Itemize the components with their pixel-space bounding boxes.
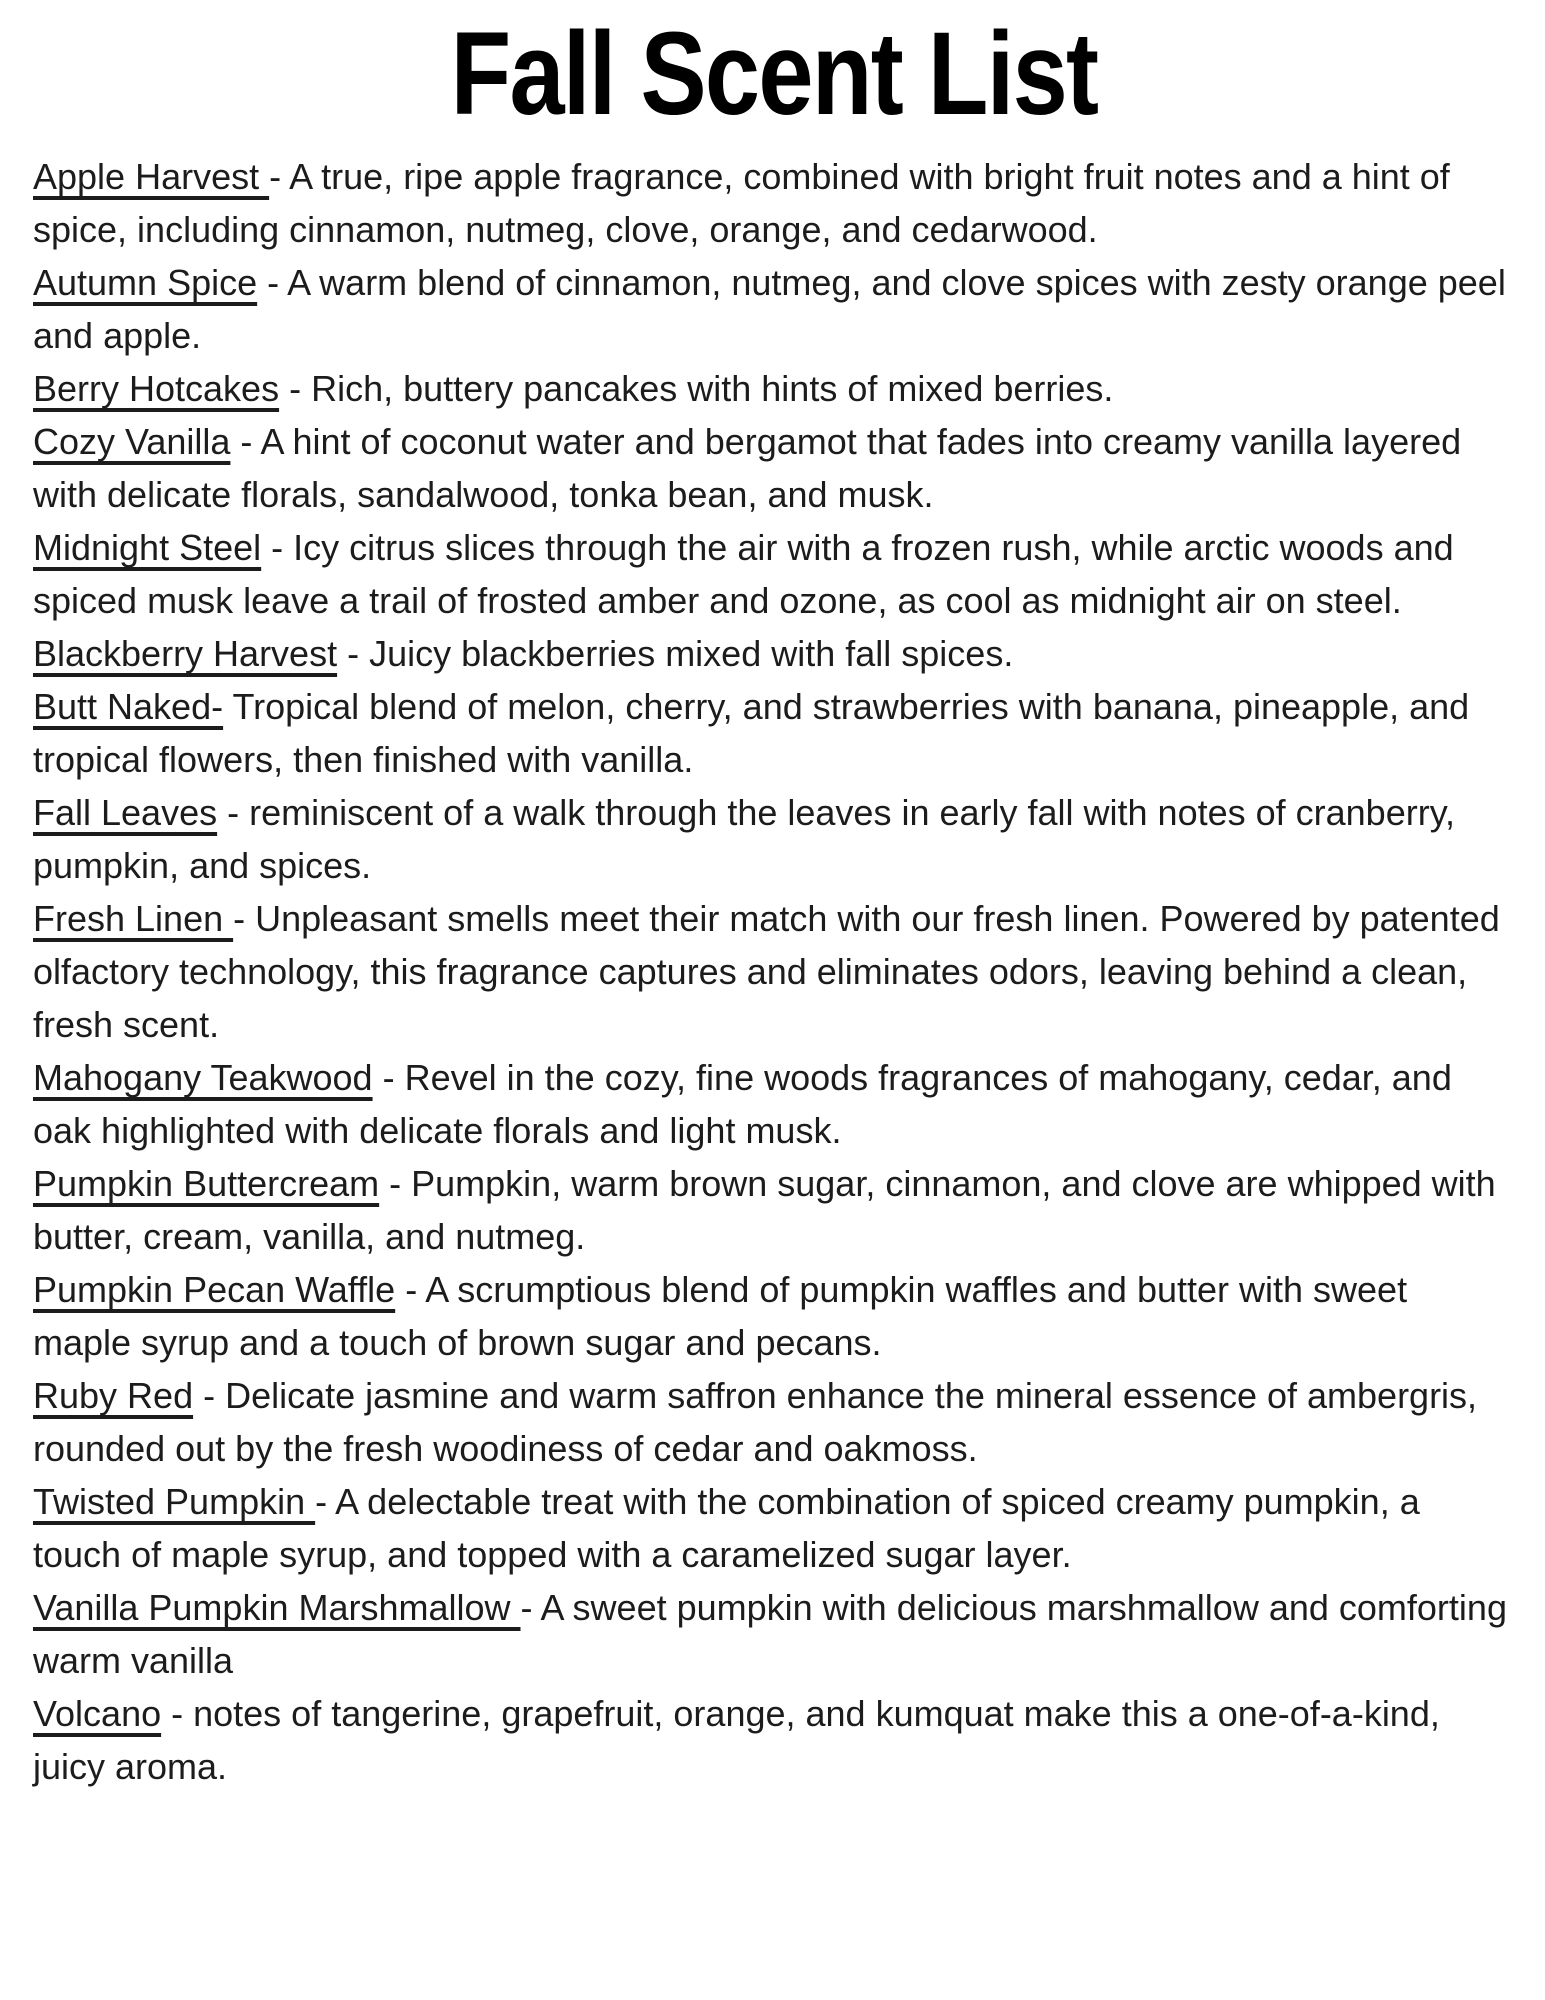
scent-entry (33, 1263, 1515, 1369)
scent-description: Tropical blend of melon, cherry, and strawberries with banana, pineapple, and tropical flowers, then finished with vanilla. (33, 686, 1470, 781)
scent-entry (33, 1687, 1515, 1793)
scent-name: Fall Leaves (33, 792, 218, 834)
scent-name: Volcano (33, 1693, 162, 1735)
scent-separator: - (279, 368, 312, 410)
scent-name: Blackberry Harvest (33, 633, 338, 675)
scent-description: Juicy blackberries mixed with fall spices. (369, 633, 1014, 675)
scent-separator: - (193, 1375, 226, 1417)
scent-separator: - (372, 1057, 405, 1099)
scent-separator: - (520, 1587, 541, 1629)
scent-name: Butt Naked- (33, 686, 224, 728)
scent-separator: - (315, 1481, 336, 1523)
scent-description: Rich, buttery pancakes with hints of mixed berries. (311, 368, 1114, 410)
scent-name: Pumpkin Pecan Waffle (33, 1269, 396, 1311)
scent-entry (33, 1581, 1515, 1687)
scent-separator: - (261, 527, 294, 569)
scent-name: Twisted Pumpkin (33, 1481, 316, 1523)
scent-description: A delectable treat with the combination of spiced creamy pumpkin, a touch of maple syrup, and topped with a caramelized sugar layer. (33, 1481, 1420, 1576)
scent-name: Ruby Red (33, 1375, 194, 1417)
scent-list (33, 150, 1515, 1793)
scent-entry (33, 892, 1515, 1051)
scent-description: notes of tangerine, grapefruit, orange, and kumquat make this a one-of-a-kind, juicy aroma. (33, 1693, 1440, 1788)
scent-description: A hint of coconut water and bergamot that fades into creamy vanilla layered with delicate florals, sandalwood, tonka bean, and musk. (33, 421, 1462, 516)
scent-name: Autumn Spice (33, 262, 258, 304)
scent-entry (33, 680, 1515, 786)
scent-description: A sweet pumpkin with delicious marshmallow and comforting warm vanilla (33, 1587, 1507, 1682)
scent-name: Cozy Vanilla (33, 421, 231, 463)
scent-description: Icy citrus slices through the air with a frozen rush, while arctic woods and spiced musk leave a trail of frosted amber and ozone, as cool as midnight air on steel. (33, 527, 1454, 622)
scent-description: Revel in the cozy, fine woods fragrances of mahogany, cedar, and oak highlighted with delicate florals and light musk. (33, 1057, 1452, 1152)
scent-name: Midnight Steel (33, 527, 262, 569)
scent-entry (33, 521, 1515, 627)
scent-description: Unpleasant smells meet their match with our fresh linen. Powered by patented olfactory technology, this fragrance captures and eliminates odors, leaving behind a clean, fresh scent. (33, 898, 1500, 1046)
scent-entry (33, 1369, 1515, 1475)
scent-entry (33, 150, 1515, 256)
scent-entry (33, 362, 1515, 415)
scent-entry (33, 415, 1515, 521)
page-title: Fall Scent List (450, 8, 1098, 140)
scent-entry (33, 627, 1515, 680)
scent-entry (33, 256, 1515, 362)
scent-entry (33, 1157, 1515, 1263)
scent-separator: - (230, 421, 261, 463)
scent-entry (33, 1475, 1515, 1581)
scent-description: Pumpkin, warm brown sugar, cinnamon, and clove are whipped with butter, cream, vanilla, and nutmeg. (33, 1163, 1496, 1258)
scent-description: A scrumptious blend of pumpkin waffles and butter with sweet maple syrup and a touch of brown sugar and pecans. (33, 1269, 1408, 1364)
scent-separator: - (337, 633, 370, 675)
scent-name: Pumpkin Buttercream (33, 1163, 380, 1205)
scent-name: Berry Hotcakes (33, 368, 280, 410)
scent-entry (33, 786, 1515, 892)
scent-description: A warm blend of cinnamon, nutmeg, and clove spices with zesty orange peel and apple. (33, 262, 1506, 357)
scent-entry (33, 1051, 1515, 1157)
scent-name: Apple Harvest (33, 156, 270, 198)
scent-separator: - (217, 792, 250, 834)
scent-separator: - (395, 1269, 426, 1311)
scent-separator: - (269, 156, 290, 198)
scent-separator: - (257, 262, 288, 304)
scent-name: Mahogany Teakwood (33, 1057, 373, 1099)
scent-description: A true, ripe apple fragrance, combined with bright fruit notes and a hint of spice, including cinnamon, nutmeg, clove, orange, and cedarwood. (33, 156, 1450, 251)
scent-separator: - (161, 1693, 194, 1735)
scent-description: Delicate jasmine and warm saffron enhance the mineral essence of ambergris, rounded out by the fresh woodiness of cedar and oakmoss. (33, 1375, 1478, 1470)
scent-separator: - (379, 1163, 412, 1205)
scent-description: reminiscent of a walk through the leaves in early fall with notes of cranberry, pumpkin, and spices. (33, 792, 1456, 887)
scent-name: Vanilla Pumpkin Marshmallow (33, 1587, 521, 1629)
scent-name: Fresh Linen (33, 898, 234, 940)
scent-separator: - (233, 898, 256, 940)
